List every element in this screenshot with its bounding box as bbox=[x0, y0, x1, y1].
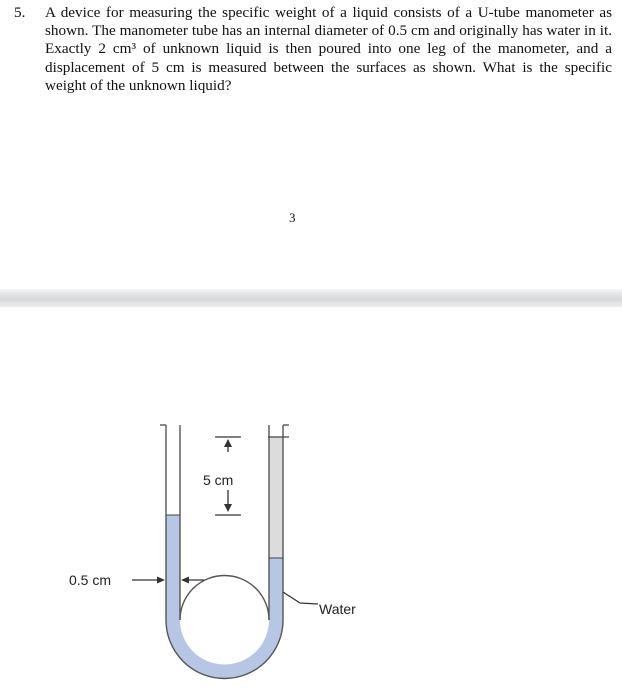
problem-number: 5. bbox=[14, 4, 26, 21]
unknown-liquid-column bbox=[269, 437, 283, 558]
displacement-label: 5 cm bbox=[203, 472, 234, 488]
diameter-label: 0.5 cm bbox=[69, 572, 112, 588]
water-column bbox=[166, 515, 283, 679]
problem-text: A device for measuring the specific weight of a liquid consists of a U-tube manometer as shown. The manometer tube has an internal diameter of 0.5 cm and originally has water in it. Exactly 2 cm³ of unknown liquid is then poured into one leg of the manometer, and a displacement of 5 cm is measured between the surfaces as shown. What is the specific weight of the unknown liquid? bbox=[45, 4, 612, 94]
page-number: 3 bbox=[289, 210, 296, 225]
water-label: Water bbox=[319, 601, 356, 617]
water-leader-line bbox=[283, 592, 318, 604]
